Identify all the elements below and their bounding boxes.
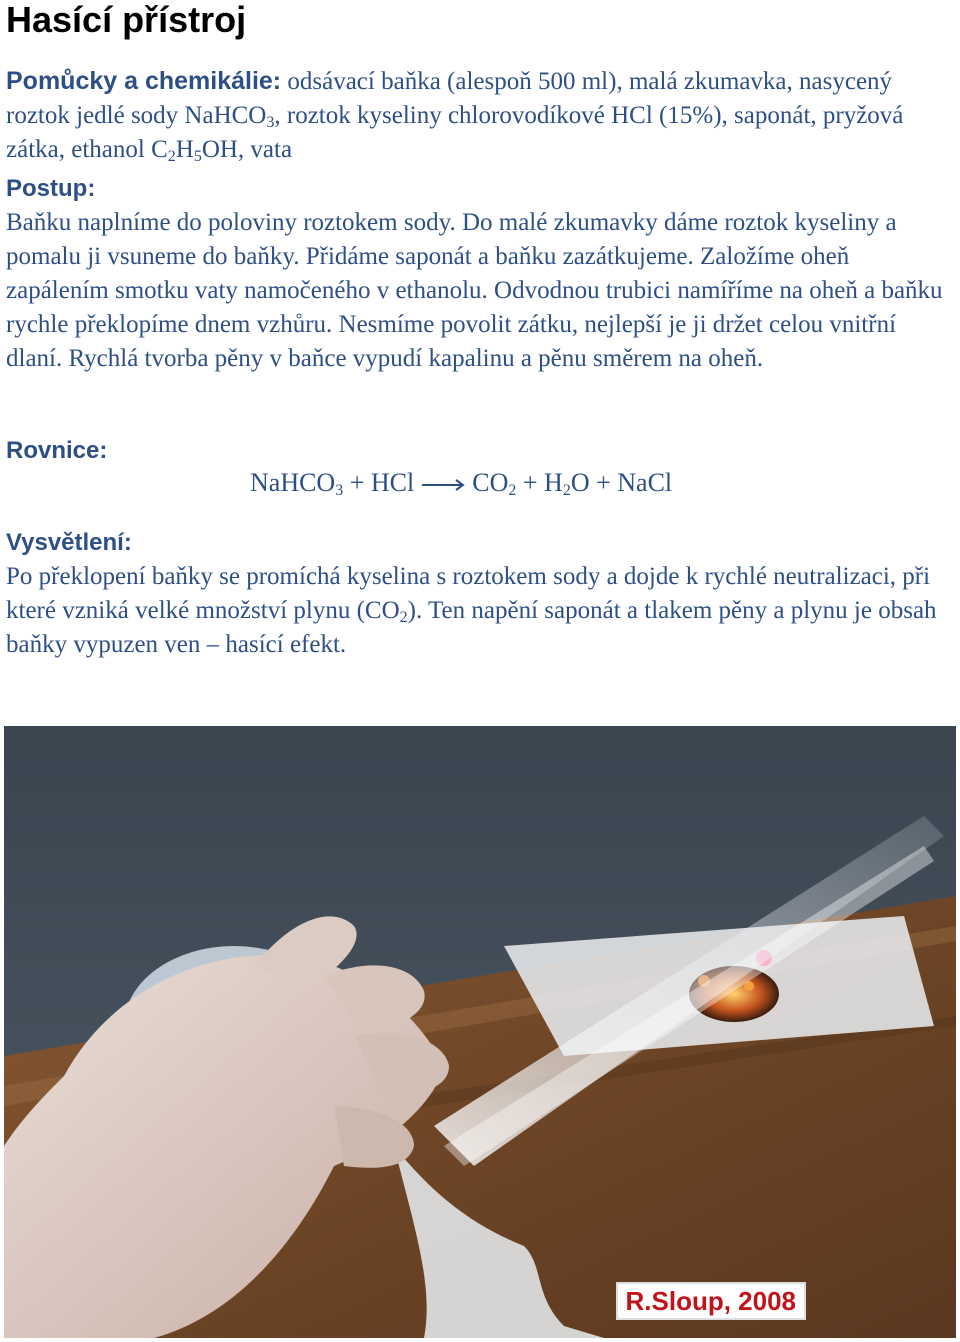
experiment-illustration (4, 726, 956, 1338)
explanation-sub-1: 2 (399, 609, 408, 626)
procedure-text: Baňku naplníme do poloviny roztokem sody. Do malé zkumavky dáme roztok kyseliny a pomalu ji vsuneme do baňky. Přidáme saponát a baňku zazátkujeme. Založíme oheň zapálením smotku vaty namočeného v ethanolu. Odvodnou trubici namíříme na oheň a baňku rychle překlopíme dnem vzhůru. Nesmíme povolit zátku, nejlepší je ji držet celou vnitřní dlaní. Rychlá tvorba pěny v baňce vypudí kapalinu a pěnu směrem na oheň. (6, 209, 943, 372)
materials-text-1: odsávací baňka (alespoň 500 ml), malá zkumavka, nasycený roztok jedlé sody NaHCO (6, 68, 893, 129)
materials-text-3: H (175, 136, 194, 163)
materials-text-4: OH, vata (201, 136, 293, 163)
explanation-text-2: ). Ten napění saponát a tlakem pěny a plynu je obsah baňky vypuzen ven – hasící efekt. (6, 597, 937, 658)
equation-sub-2: 2 (508, 482, 517, 499)
materials-sub-2: 2 (167, 148, 176, 165)
equation-sub-3: 2 (562, 482, 571, 499)
equation-product-2: + H (516, 468, 563, 497)
equation-sub-1: 3 (335, 482, 344, 499)
materials-paragraph (6, 64, 956, 167)
explanation-heading: Vysvětlení: (6, 529, 132, 556)
equation-heading: Rovnice: (6, 437, 108, 464)
explanation-text-1: Po překlopení baňky se promíchá kyselina s roztokem sody a dojde k rychlé neutralizaci, při které vzniká velké množství plynu (CO (6, 563, 931, 624)
reaction-arrow-icon (418, 478, 468, 492)
experiment-photo (4, 726, 956, 1338)
materials-sub-3: 5 (193, 148, 202, 165)
page-title: Hasící přístroj (6, 0, 247, 40)
photo-credit: R.Sloup, 2008 (616, 1282, 807, 1320)
equation-reactant-1: NaHCO (250, 468, 336, 497)
equation-product-3: O + NaCl (570, 468, 673, 497)
materials-text-2: , roztok kyseliny chlorovodíkové HCl (15%), saponát, pryžová zátka, ethanol C (6, 102, 904, 163)
materials-sub-1: 3 (266, 114, 275, 131)
chemical-equation (250, 466, 672, 500)
procedure-heading: Postup: (6, 175, 96, 202)
equation-product-1: CO (472, 468, 509, 497)
equation-reactant-2: + HCl (343, 468, 415, 497)
materials-label: Pomůcky a chemikálie: (6, 67, 282, 95)
explanation-paragraph (6, 560, 956, 662)
